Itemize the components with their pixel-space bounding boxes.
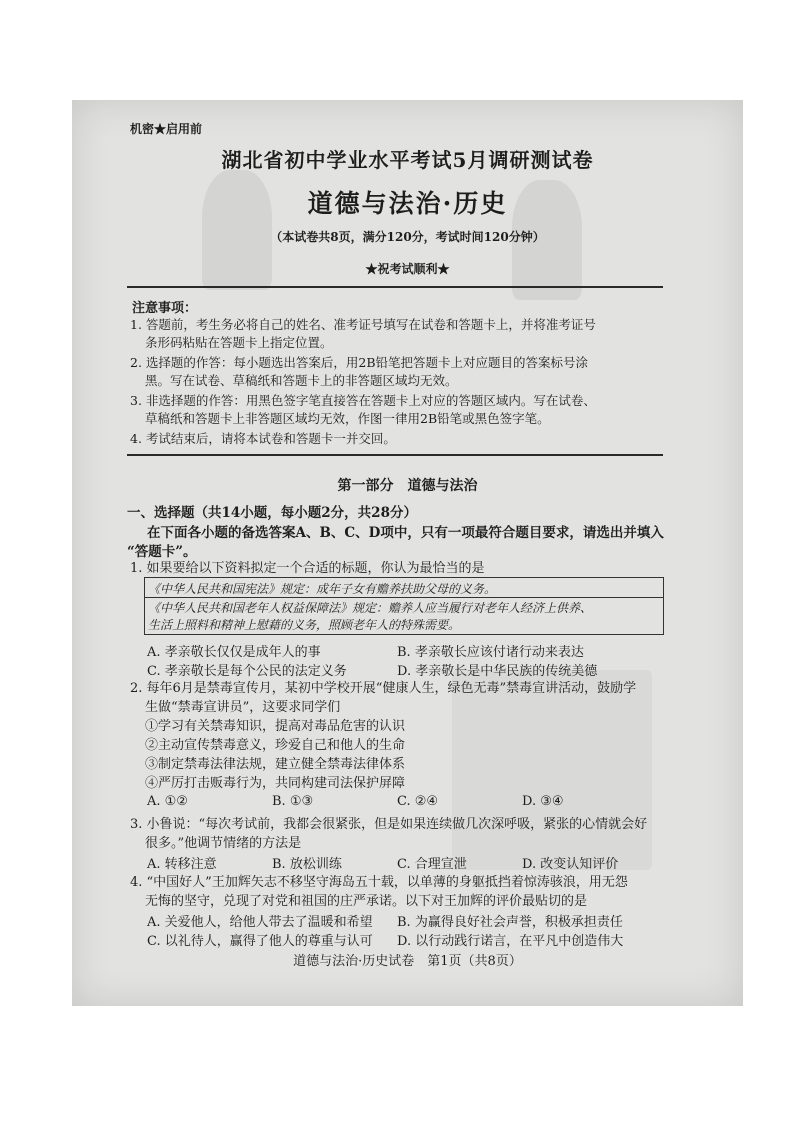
question-stem: 生做“禁毒宣讲员”，这要求同学们 (145, 700, 341, 715)
page-footer: 道德与法治·历史试卷 第1页（共8页） (293, 954, 522, 969)
statement-item: ①学习有关禁毒知识，提高对毒品危害的认识 (145, 719, 406, 734)
show-through-image (452, 670, 652, 870)
statement-item: ④严厉打击贩毒行为，共同构建司法保护屏障 (145, 776, 406, 791)
quote-line: 《中华人民共和国宪法》规定：成年子女有赡养扶助父母的义务。 (148, 582, 497, 596)
option-b: B. 为赢得良好社会声誉，积极承担责任 (397, 915, 623, 930)
option-c: C. 以礼待人，赢得了他人的尊重与认可 (147, 934, 373, 949)
notice-line: 3. 非选择题的作答：用黑色签字笔直接答在答题卡上对应的答题区域内。写在试卷、 (130, 393, 596, 408)
exam-title: 湖北省初中学业水平考试5月调研测试卷 (221, 148, 594, 172)
notice-title: 注意事项： (132, 301, 198, 316)
quote-divider (145, 597, 663, 598)
option-d: D. 改变认知评价 (522, 857, 619, 872)
notice-line: 1. 答题前，考生务必将自己的姓名、准考证号填写在试卷和答题卡上，并将准考证号 (130, 317, 596, 332)
question-stem: 无悔的坚守，兑现了对党和祖国的庄严承诺。以下对王加辉的评价最贴切的是 (145, 894, 588, 909)
option-b: B. 放松训练 (272, 857, 342, 872)
question-stem: 4. “中国好人”王加辉矢志不移坚守海岛五十载，以单薄的身躯抵挡着惊涛骇浪，用无怨 (130, 875, 628, 890)
option-c: C. ②④ (397, 794, 439, 809)
option-c: C. 孝亲敬长是每个公民的法定义务 (147, 664, 347, 679)
part-title: 第一部分 道德与法治 (337, 478, 478, 494)
notice-line: 条形码粘贴在答题卡上指定位置。 (145, 335, 333, 350)
notice-divider (127, 454, 663, 456)
statement-item: ②主动宣传禁毒意义，珍爱自己和他人的生命 (145, 738, 406, 753)
question-stem: 1. 如果要给以下资料拟定一个合适的标题，你认为最恰当的是 (130, 561, 485, 576)
good-luck: ★祝考试顺利★ (365, 262, 450, 276)
secret-mark: 机密★启用前 (130, 122, 203, 136)
option-d: D. 孝亲敬长是中华民族的传统美德 (397, 664, 598, 679)
option-d: D. 以行动践行诺言，在平凡中创造伟大 (397, 934, 624, 949)
notice-line: 2. 选择题的作答：每小题选出答案后，用2B铅笔把答题卡上对应题目的答案标号涂 (130, 355, 589, 370)
section-title: 一、选择题（共14小题，每小题2分，共28分） (127, 505, 417, 521)
option-a: A. 关爱他人，给他人带去了温暖和希望 (147, 915, 373, 930)
instruction-line: “答题卡”。 (127, 544, 197, 560)
statement-item: ③制定禁毒法律法规，建立健全禁毒法律体系 (145, 757, 406, 772)
option-b: B. ①③ (272, 794, 314, 809)
option-b: B. 孝亲敬长应该付诸行动来表达 (397, 645, 584, 660)
option-a: A. 转移注意 (147, 857, 217, 872)
subject-title: 道德与法治·历史 (307, 189, 508, 218)
exam-info: （本试卷共8页，满分120分，考试时间120分钟） (270, 230, 545, 244)
notice-line: 黑。写在试卷、草稿纸和答题卡上的非答题区域均无效。 (145, 373, 458, 388)
quote-line: 生活上照料和精神上慰藉的义务，照顾老年人的特殊需要。 (148, 618, 461, 632)
option-d: D. ③④ (522, 794, 564, 809)
question-stem: 很多。”他调节情绪的方法是 (145, 836, 302, 851)
option-a: A. 孝亲敬长仅仅是成年人的事 (147, 645, 321, 660)
top-divider (127, 286, 663, 288)
notice-line: 草稿纸和答题卡上非答题区域均无效，作图一律用2B铅笔或黑色签字笔。 (145, 411, 550, 426)
notice-line: 4. 考试结束后，请将本试卷和答题卡一并交回。 (130, 431, 396, 446)
exam-paper (72, 100, 743, 1006)
option-c: C. 合理宣泄 (397, 857, 467, 872)
quote-line: 《中华人民共和国老年人权益保障法》规定：赡养人应当履行对老年人经济上供养、 (148, 601, 593, 615)
option-a: A. ①② (147, 794, 188, 809)
instruction-line: 在下面各小题的备选答案A、B、C、D项中，只有一项最符合题目要求，请选出并填入 (147, 525, 664, 541)
question-stem: 2. 每年6月是禁毒宣传月，某初中学校开展“健康人生，绿色无毒”禁毒宣讲活动，鼓励学 (130, 681, 637, 696)
question-stem: 3. 小鲁说：“每次考试前，我都会很紧张，但是如果连续做几次深呼吸，紧张的心情就会好 (130, 817, 648, 832)
